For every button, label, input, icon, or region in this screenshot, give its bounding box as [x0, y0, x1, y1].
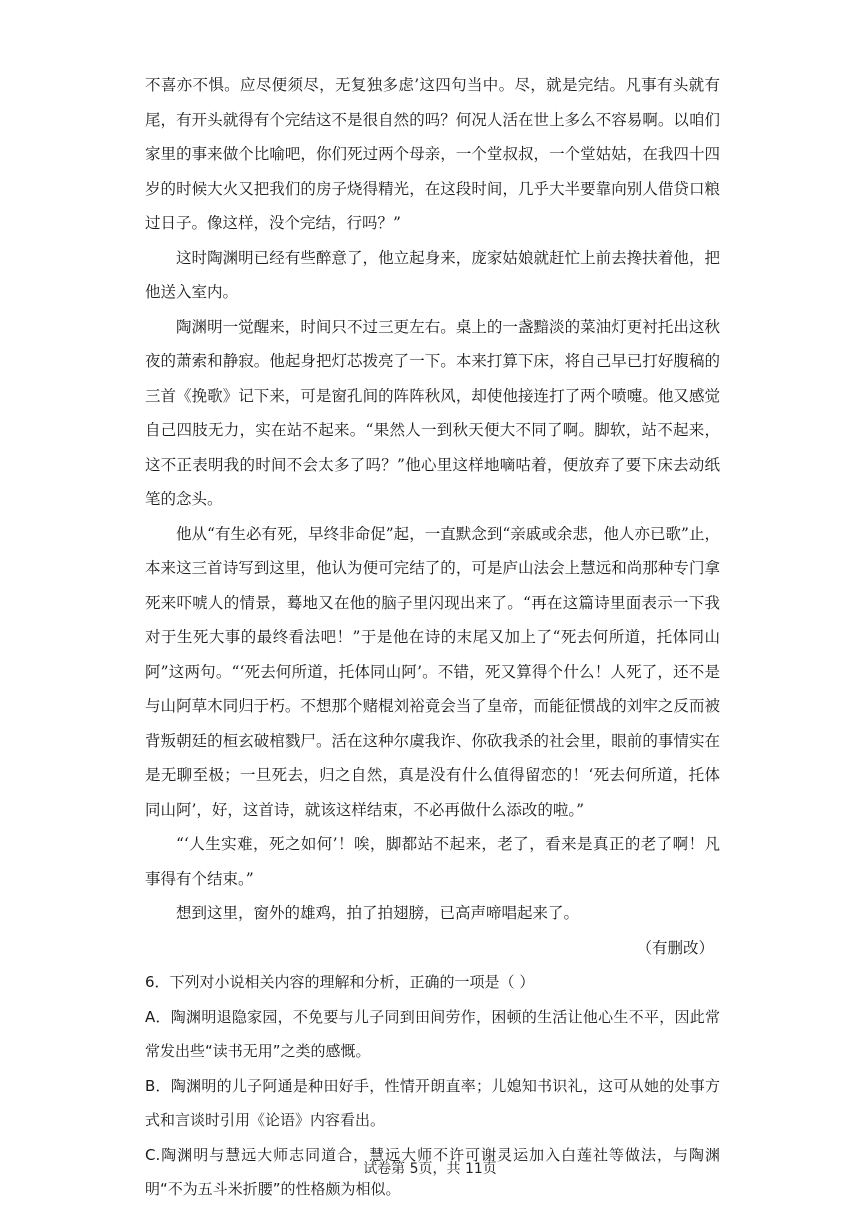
paragraph: 想到这里，窗外的雄鸡，拍了拍翅膀，已高声啼唱起来了。: [176, 904, 580, 922]
page-footer: 试卷第 5页，共 11页: [363, 1161, 497, 1177]
paragraph: 他从“有生必有死，早终非命促”起，一直默念到“亲戚或余悲，他人亦已歌”止，本来这三首诗写到这里，他认为便可完结了的，可是庐山法会上慧远和尚那种专门拿死来吓唬人的情景，蓦地又在他的脑子里闪现出来了。“再在这篇诗里面表示一下我对于生死大事的最终看法吧！”于是他在诗的末尾又加上了“死去何所道，托体同山阿”这两句。“‘死去何所道，托体同山阿’。不错，死又算得个什么！人死了，还不是与山阿草木同归于朽。不想那个赌棍刘裕竟会当了皇帝，而能征惯战的刘牢之反而被背叛朝廷的桓玄破棺戮尸。活在这种尔虞我诈、你砍我杀的社会里，眼前的事情实在是无聊至极；一旦死去，归之自然，真是没有什么值得留恋的！‘死去何所道，托体同山阿’，好，这首诗，就该这样结束，不必再做什么添改的啦。”: [145, 524, 720, 819]
option-c: C.陶渊明与慧远大师志同道合，慧远大师不许可谢灵运加入白莲社等做法，与陶渊明“不为五斗米折腰”的性格颇为相似。: [145, 1145, 720, 1198]
paragraph-continued: 不喜亦不惧。应尽便须尽，无复独多虑’这四句当中。尽，就是完结。凡事有头就有尾，有开头就得有个完结这不是很自然的吗？何况人活在世上多么不容易啊。以咱们家里的事来做个比喻吧，你们死过两个母亲，一个堂叔叔，一个堂姑姑，在我四十四岁的时候大火又把我们的房子烧得精光，在这段时间，几乎大半要靠向别人借贷口粮过日子。像这样，没个完结，行吗？”: [145, 76, 720, 232]
option-a: A．陶渊明退隐家园，不免要与儿子同到田间劳作，困顿的生活让他心生不平，因此常常发出些“读书无用”之类的感慨。: [145, 1007, 720, 1060]
source-note: （有删改）: [636, 938, 714, 957]
paragraph: “‘人生实难，死之如何’！唉，脚都站不起来，老了，看来是真正的老了啊！凡事得有个结束。”: [145, 835, 720, 888]
document-body: [145, 68, 720, 1207]
question-stem: 6．下列对小说相关内容的理解和分析，正确的一项是（ ）: [145, 973, 535, 991]
paragraph: 这时陶渊明已经有些醉意了，他立起身来，庞家姑娘就赶忙上前去搀扶着他，把他送入室内。: [145, 248, 720, 301]
option-b: B．陶渊明的儿子阿通是种田好手，性情开朗直率；儿媳知书识礼，这可从她的处事方式和言谈时引用《论语》内容看出。: [145, 1076, 720, 1129]
paragraph: 陶渊明一觉醒来，时间只不过三更左右。桌上的一盏黯淡的菜油灯更衬托出这秋夜的萧索和静寂。他起身把灯芯拨亮了一下。本来打算下床，将自己早已打好腹稿的三首《挽歌》记下来，可是窗孔间的阵阵秋风，却使他接连打了两个喷嚏。他又感觉自己四肢无力，实在站不起来。“果然人一到秋天便大不同了啊。脚软，站不起来，这不正表明我的时间不会太多了吗？”他心里这样地嘀咕着，便放弃了要下床去动纸笔的念头。: [145, 317, 720, 508]
